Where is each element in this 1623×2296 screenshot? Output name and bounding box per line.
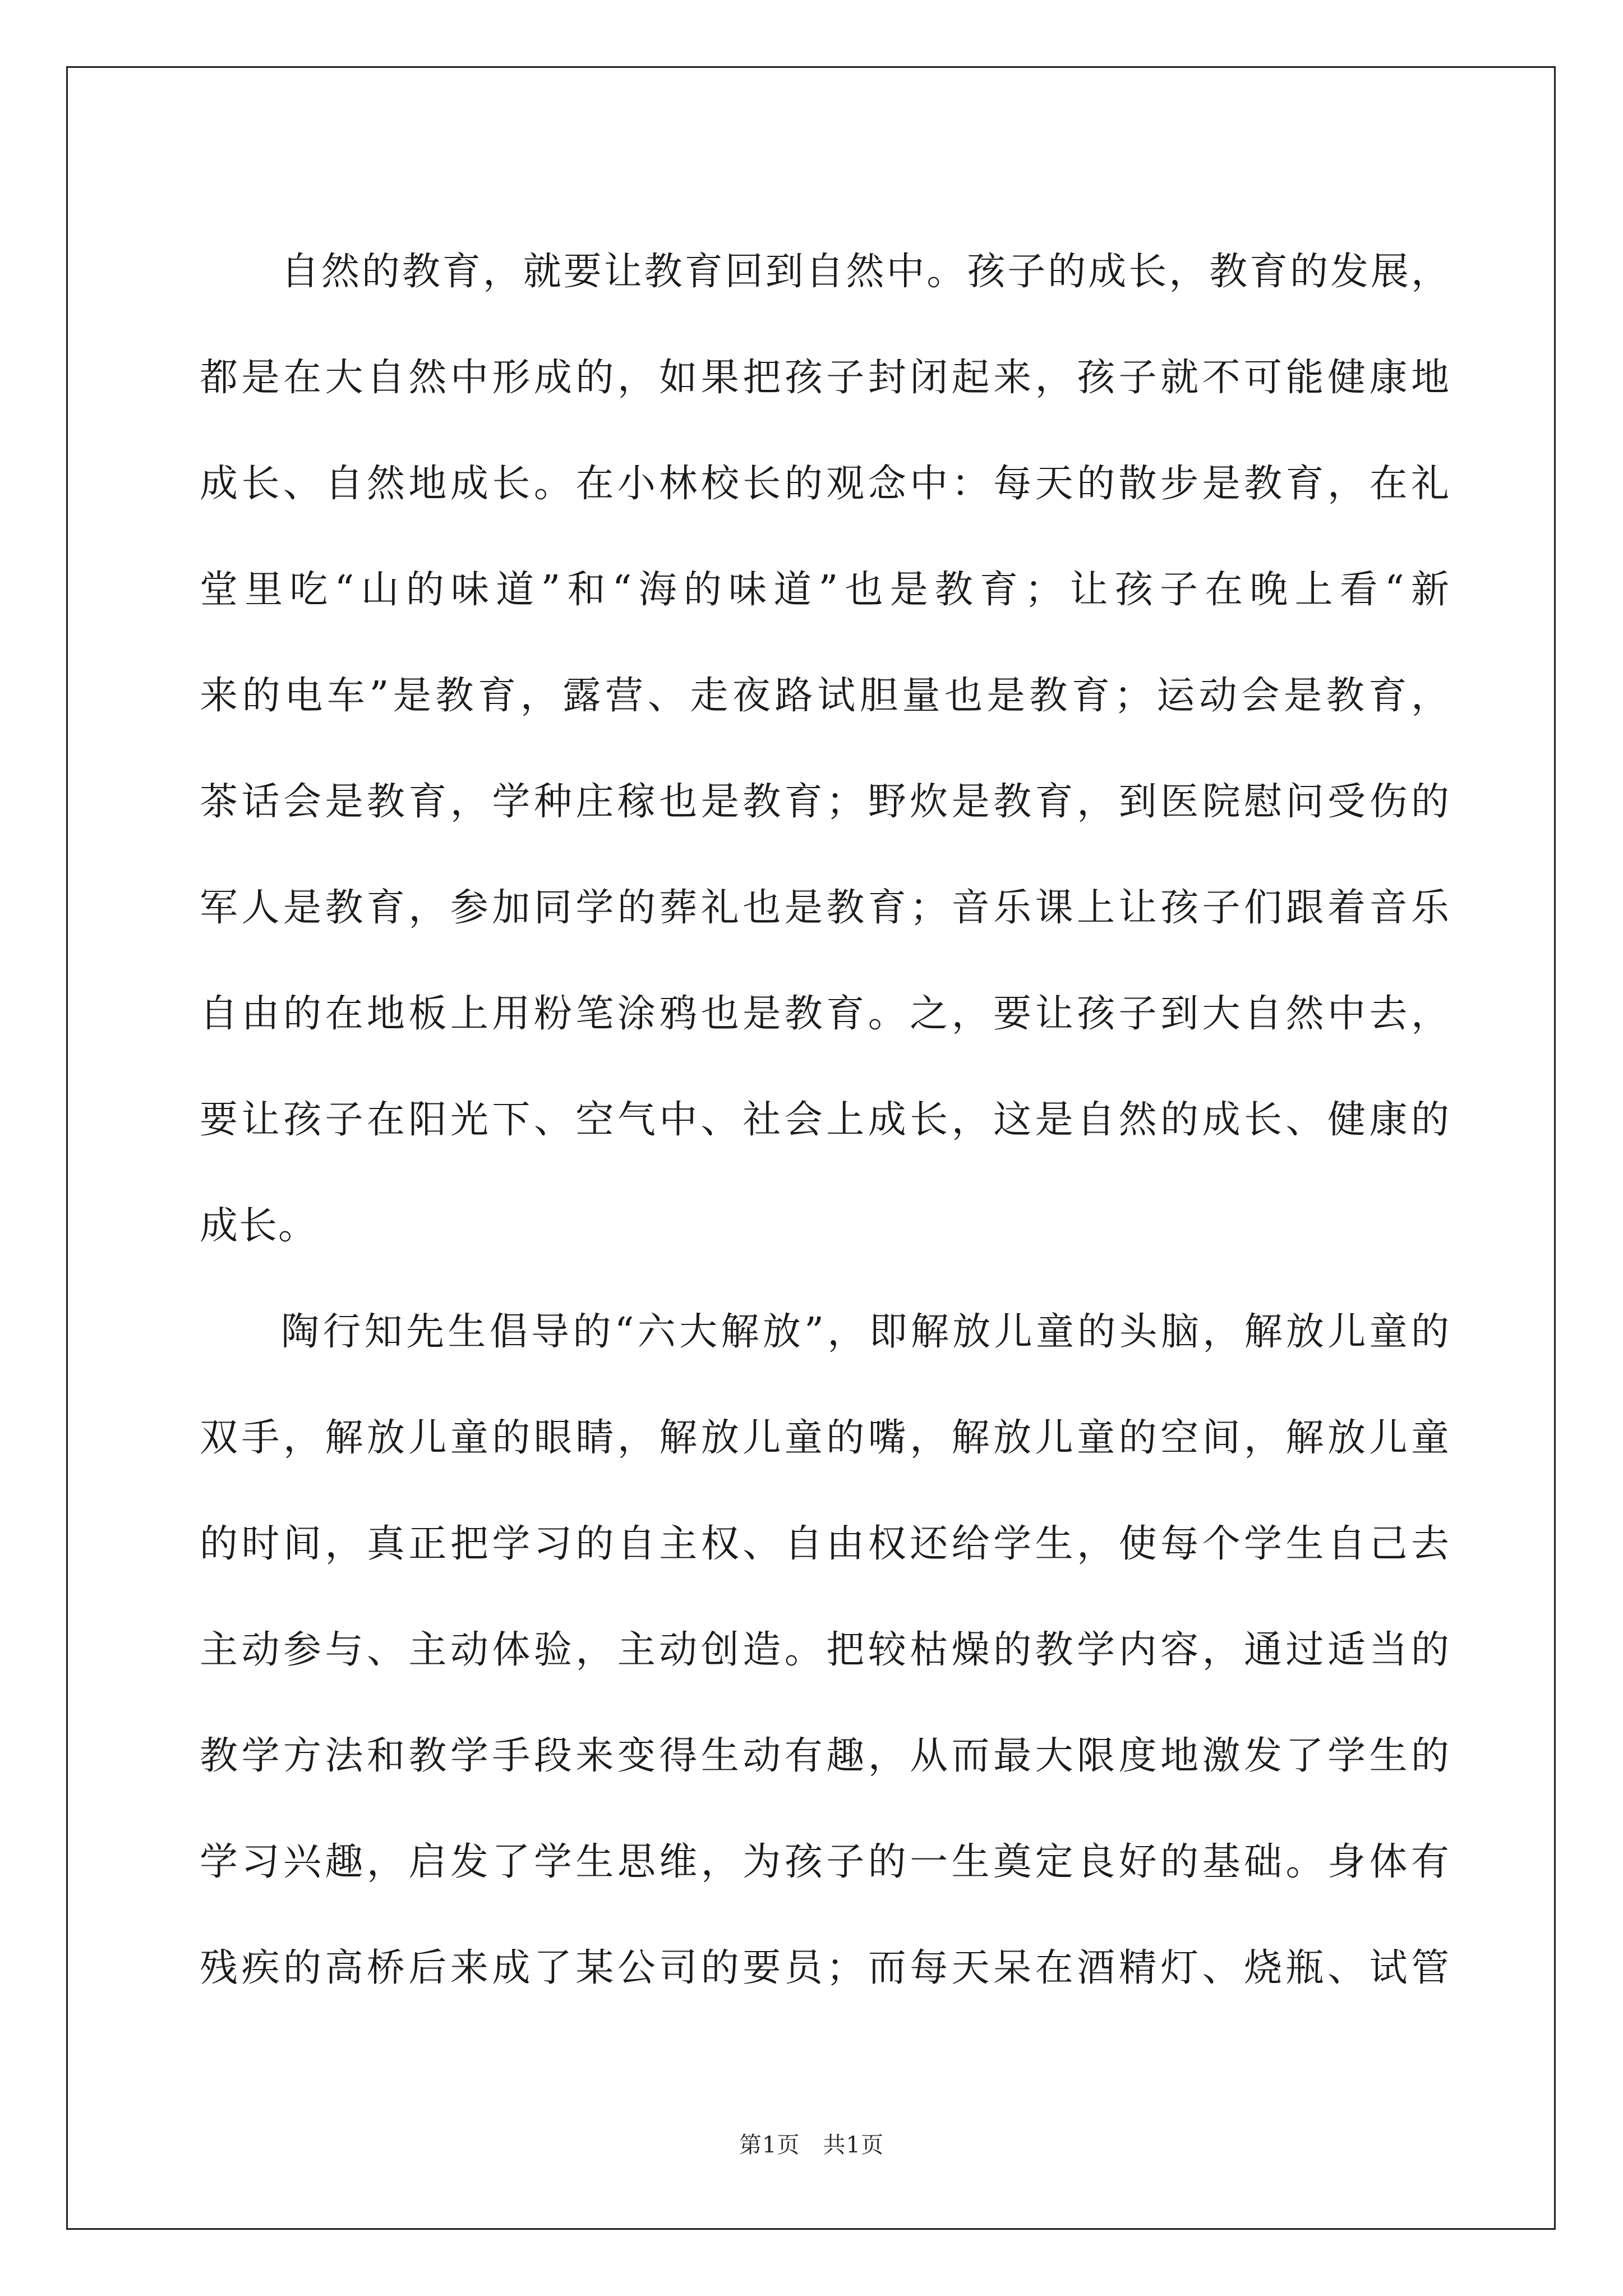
text-line: 茶话会是教育，学种庄稼也是教育；野炊是教育，到医院慰问受伤的 xyxy=(200,780,1450,824)
text-line: 自然的教育，就要让教育回到自然中。孩子的成长，教育的发展， xyxy=(281,250,1450,294)
text-line: 成长、自然地成长。在小林校长的观念中：每天的散步是教育，在礼 xyxy=(200,462,1450,506)
text-line: 的时间，真正把学习的自主权、自由权还给学生，使每个学生自己去 xyxy=(200,1522,1450,1566)
text-line: 学习兴趣，启发了学生思维，为孩子的一生奠定良好的基础。身体有 xyxy=(200,1840,1450,1884)
page-footer: 第1页 共1页 xyxy=(739,2132,884,2158)
text-line: 成长。 xyxy=(200,1204,318,1248)
text-line: 堂里吃“山的味道”和“海的味道”也是教育；让孩子在晚上看“新 xyxy=(200,568,1450,612)
text-line: 军人是教育，参加同学的葬礼也是教育；音乐课上让孩子们跟着音乐 xyxy=(200,886,1450,930)
text-line: 都是在大自然中形成的，如果把孩子封闭起来，孩子就不可能健康地 xyxy=(200,356,1450,400)
document-body xyxy=(200,219,1450,2021)
paragraph-2 xyxy=(200,1279,1450,2021)
text-line: 来的电车”是教育，露营、走夜路试胆量也是教育；运动会是教育， xyxy=(200,674,1450,718)
text-line: 主动参与、主动体验，主动创造。把较枯燥的教学内容，通过适当的 xyxy=(200,1628,1450,1672)
paragraph-1 xyxy=(200,219,1450,1279)
text-line: 自由的在地板上用粉笔涂鸦也是教育。之，要让孩子到大自然中去， xyxy=(200,992,1450,1036)
text-line: 教学方法和教学手段来变得生动有趣，从而最大限度地激发了学生的 xyxy=(200,1734,1450,1778)
text-line: 双手，解放儿童的眼睛，解放儿童的嘴，解放儿童的空间，解放儿童 xyxy=(200,1416,1450,1460)
text-line: 要让孩子在阳光下、空气中、社会上成长，这是自然的成长、健康的 xyxy=(200,1098,1450,1142)
text-line: 陶行知先生倡导的“六大解放”，即解放儿童的头脑，解放儿童的 xyxy=(281,1310,1450,1354)
text-line: 残疾的高桥后来成了某公司的要员；而每天呆在酒精灯、烧瓶、试管 xyxy=(200,1946,1450,1990)
